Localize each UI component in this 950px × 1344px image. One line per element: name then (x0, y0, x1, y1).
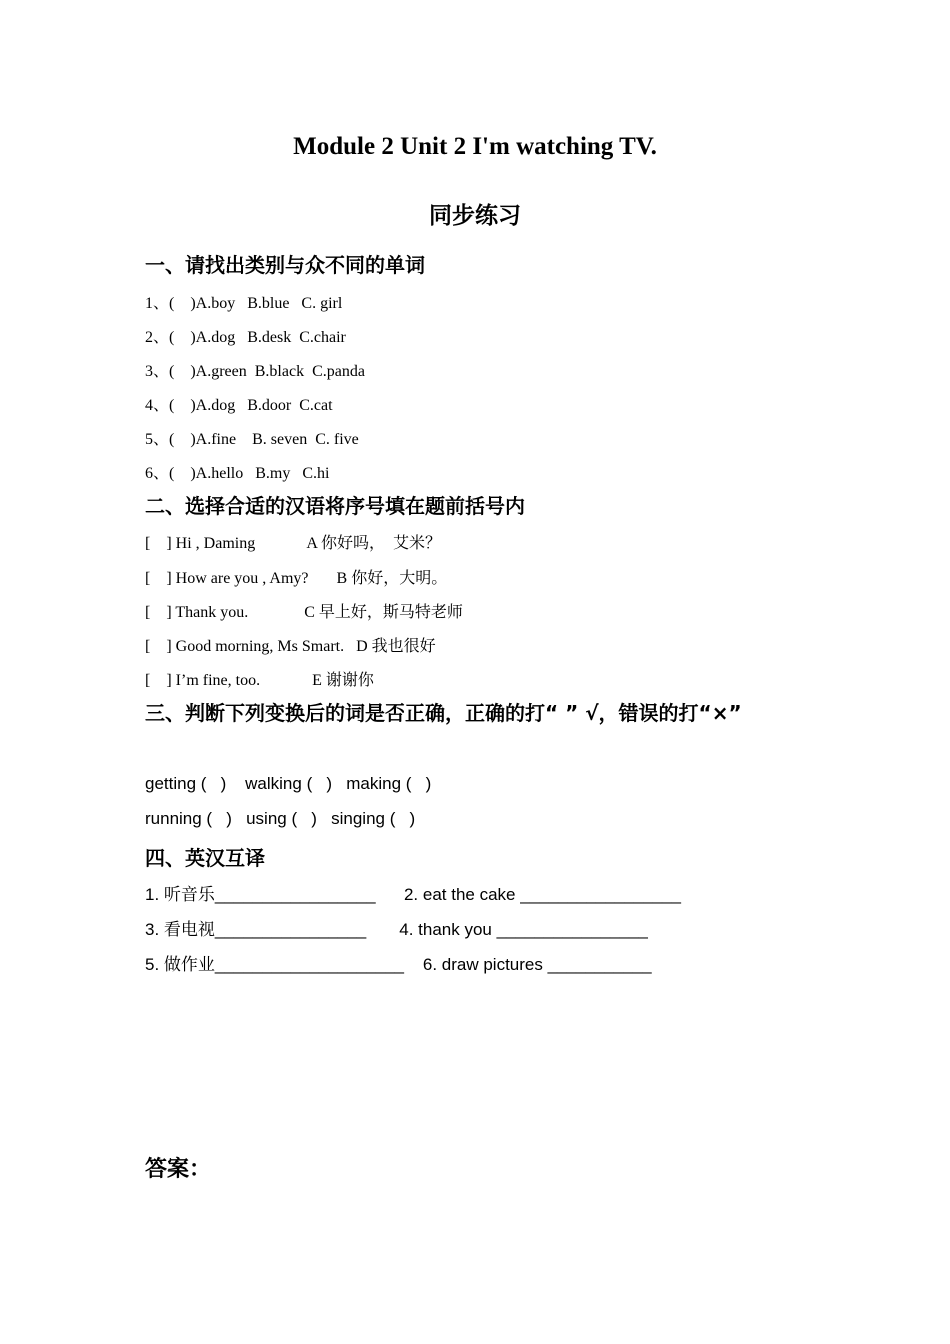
answer-heading: 答案： (145, 1157, 212, 1182)
section4-item: 3. 看电视________________ 4. thank you ________________ (145, 920, 648, 939)
section1-item: 5、( )A.fine B. seven C. five (145, 431, 359, 448)
page-subtitle: 同步练习 (429, 203, 521, 229)
section3-heading: 三、判断下列变换后的词是否正确，正确的打“ ” √，错误的打“×” (145, 701, 742, 725)
section2-item: [ ] Hi , Daming A 你好吗， 艾米？ (145, 535, 441, 552)
section1-item: 6、( )A.hello B.my C.hi (145, 465, 330, 482)
section1-item: 2、( )A.dog B.desk C.chair (145, 329, 346, 346)
section4-heading: 四、英汉互译 (145, 846, 265, 870)
page-title: Module 2 Unit 2 I'm watching TV. (293, 133, 657, 160)
section3-item: getting ( ) walking ( ) making ( ) (145, 774, 432, 793)
section4-item: 5. 做作业____________________ 6. draw pictures ___________ (145, 955, 652, 974)
section2-item: [ ] Thank you. C 早上好，斯马特老师 (145, 604, 463, 621)
section1-item: 1、( )A.boy B.blue C. girl (145, 295, 343, 312)
section2-item: [ ] Good morning, Ms Smart. D 我也很好 (145, 638, 436, 655)
section2-heading: 二、选择合适的汉语将序号填在题前括号内 (145, 494, 525, 518)
section4-item: 1. 听音乐_________________ 2. eat the cake _________________ (145, 885, 681, 904)
section1-heading: 一、请找出类别与众不同的单词 (145, 253, 425, 277)
section2-item: [ ] How are you , Amy? B 你好，大明。 (145, 570, 448, 587)
section2-item: [ ] I’m fine, too. E 谢谢你 (145, 672, 374, 689)
section3-item: running ( ) using ( ) singing ( ) (145, 809, 416, 828)
section1-item: 4、( )A.dog B.door C.cat (145, 397, 333, 414)
section1-item: 3、( )A.green B.black C.panda (145, 363, 365, 380)
